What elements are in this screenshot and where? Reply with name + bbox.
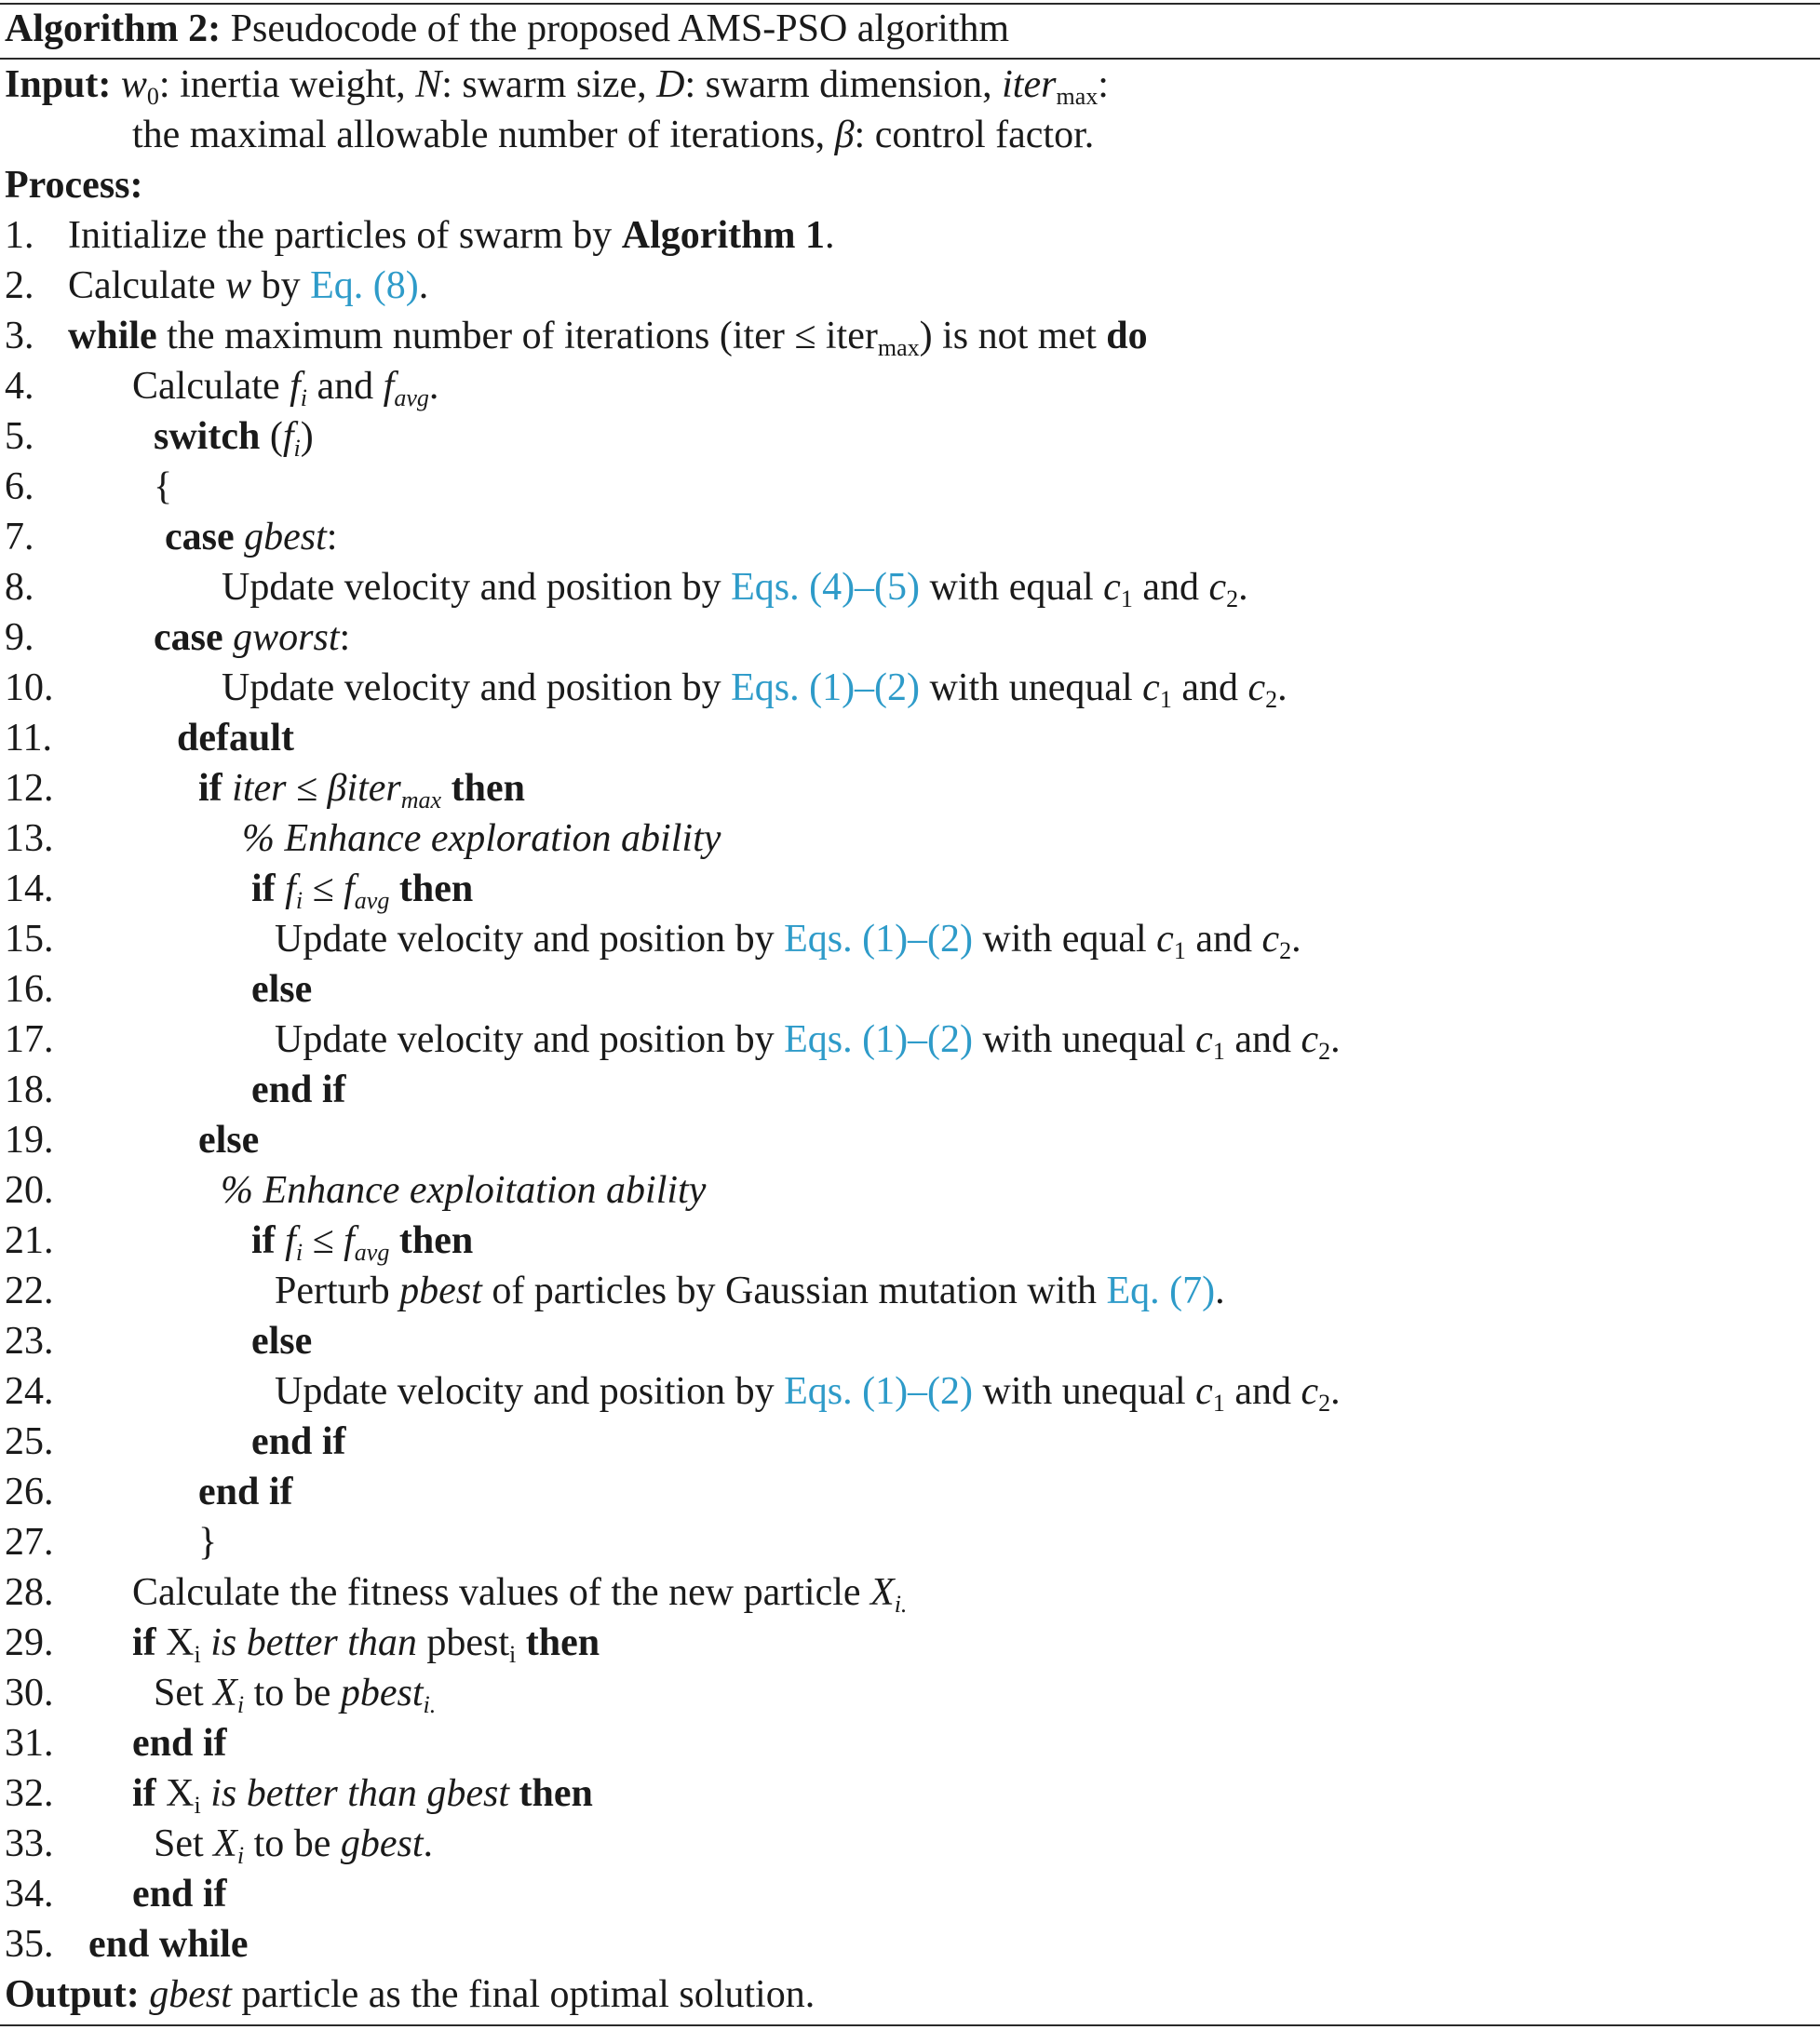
eqs-4-5-link[interactable]: Eqs. (4)–(5) (731, 566, 921, 609)
eqs-1-2-link[interactable]: Eqs. (1)–(2) (731, 666, 921, 709)
eq7-link[interactable]: Eq. (7) (1106, 1270, 1216, 1312)
eqs-1-2-link[interactable]: Eqs. (1)–(2) (784, 1370, 974, 1413)
caption-label: Algorithm 2: (5, 7, 222, 50)
eq8-link[interactable]: Eq. (8) (310, 264, 419, 307)
eqs-1-2-link[interactable]: Eqs. (1)–(2) (784, 918, 974, 961)
caption-title: Pseudocode of the proposed AMS-PSO algorithm (230, 7, 1010, 50)
bottom-rule (0, 2024, 1820, 2026)
eqs-1-2-link[interactable]: Eqs. (1)–(2) (784, 1018, 974, 1061)
algorithm-box: Algorithm 2: Pseudocode of the proposed AMS-PSO algorithm Input: $w_0$: inertia weight, N: swarm size, D: swarm dimension, iter$_{max}$: the maximal allowable number of iterations, β: control factor. Process: 1. Initialize the particles of swarm by Algorithm 1. 2. Calculate w by Eq. (8). 3. while the maximum number of iterations (iter ≤ iter$_{max}$) is not met do 4. Calculate $f_i$ and $f_{avg}$. 5. switch $(f_i)$ 6. { 7. case gbest: 8. Update velocity and position by Eqs. (4)–(5) with equal $c_1$ and $c_2$. 9. case gworst: 10. Update velocity and position by Eqs. (1)–(2) with unequal $c_1$ and $c_2$. 11. default 12. if iter ≤ βiter$_{max}$ then 13. % Enhance exploration ability 14. if $f_i \le f_{avg}$ then 15. Update velocity and position by Eqs. (1)–(2) with equal $c_1$ and $c_2$. 16. else 17. Update velocity and position by Eqs. (1)–(2) with unequal $c_1$ and $c_2$. 18. end if 19. else 20. % Enhance exploitation ability 21. if $f_i \le f_{avg}$ then 22. Perturb pbest of particles by Gaussian mutation with Eq. (7). 23. else 24. Update velocity and position by Eqs. (1)–(2) with unequal $c_1$ and $c_2$. 25. end if 26. end if 27. } 28. Calculate the fitness values of the new particle $X_{i.}$ 29. if $X_i$ is better than pbest$_i$ then 30. Set $X_i$ to be pbest$_{i.}$ 31. end if 32. if $X_i$ is better than gbest then 33. Set $X_i$ to be gbest. 34. end if 35. end while Output: gbest particle as the final optimal solution. (0, 0, 1820, 2030)
